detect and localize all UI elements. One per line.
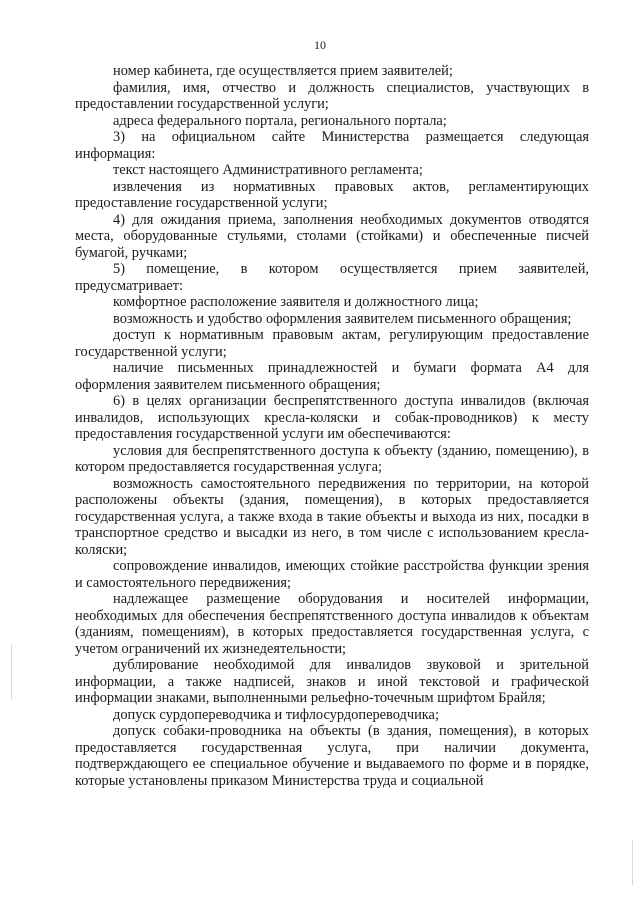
paragraph: текст настоящего Административного регламента; <box>113 162 423 178</box>
paragraph: 3) на официальном сайте Министерства размещается следующая информация: <box>75 129 589 162</box>
paragraph: фамилия, имя, отчество и должность специалистов, участвующих в предоставлении государственной услуги; <box>75 79 589 112</box>
paragraph: наличие письменных принадлежностей и бумаги формата А4 для оформления заявителем письменного обращения; <box>75 360 589 393</box>
document-body <box>75 63 589 789</box>
scan-edge-mark <box>11 645 12 700</box>
scan-edge-mark <box>632 840 633 885</box>
paragraph: надлежащее размещение оборудования и носителей информации, необходимых для обеспечения беспрепятственного доступа инвалидов к объектам (зданиям, помещениям), в которых предоставляется государственная услуга, с учетом ограничений их жизнедеятельности; <box>75 591 589 657</box>
paragraph: возможность и удобство оформления заявителем письменного обращения; <box>113 310 572 327</box>
paragraph: 5) помещение, в котором осуществляется прием заявителей, предусматривает: <box>75 261 589 294</box>
paragraph: сопровождение инвалидов, имеющих стойкие расстройства функции зрения и самостоятельного передвижения; <box>75 558 589 591</box>
paragraph: допуск собаки-проводника на объекты (в здания, помещения), в которых предоставляется государственная услуга, при наличии документа, подтверждающего ее специальное обучение и выдаваемого по форме и в порядке, которые установлены приказом Министерства труда и социальной <box>75 723 589 789</box>
paragraph: 6) в целях организации беспрепятственного доступа инвалидов (включая инвалидов, использующих кресла-коляски и собак-проводников) к месту предоставления государственной услуги им обеспечиваются: <box>75 393 589 442</box>
paragraph: номер кабинета, где осуществляется прием заявителей; <box>113 63 453 79</box>
paragraph: комфортное расположение заявителя и должностного лица; <box>113 294 479 310</box>
page-number: 10 <box>314 38 326 52</box>
paragraph: допуск сурдопереводчика и тифлосурдопереводчика; <box>113 706 439 723</box>
paragraph: 4) для ожидания приема, заполнения необходимых документов отводятся места, оборудованные стульями, столами (стойками) и обеспеченные писчей бумагой, ручками; <box>75 211 589 261</box>
paragraph: доступ к нормативным правовым актам, регулирующим предоставление государственной услуги; <box>75 327 589 360</box>
paragraph: возможность самостоятельного передвижения по территории, на которой расположены объекты (здания, помещения), в которых предоставляется государственная услуга, а также входа в такие объекты и выхода из них, посадки в транспортное средство и высадки из него, в том числе с использованием кресла-коляски; <box>75 475 589 558</box>
paragraph: дублирование необходимой для инвалидов звуковой и зрительной информации, а также надписей, знаков и иной текстовой и графической информации знаками, выполненными рельефно-точечным шрифтом Брайля; <box>75 657 589 706</box>
paragraph: адреса федерального портала, регионального портала; <box>113 112 447 129</box>
paragraph: условия для беспрепятственного доступа к объекту (зданию, помещению), в котором предоставляется государственная услуга; <box>75 442 589 475</box>
paragraph: извлечения из нормативных правовых актов, регламентирующих предоставление государственной услуги; <box>75 178 589 211</box>
